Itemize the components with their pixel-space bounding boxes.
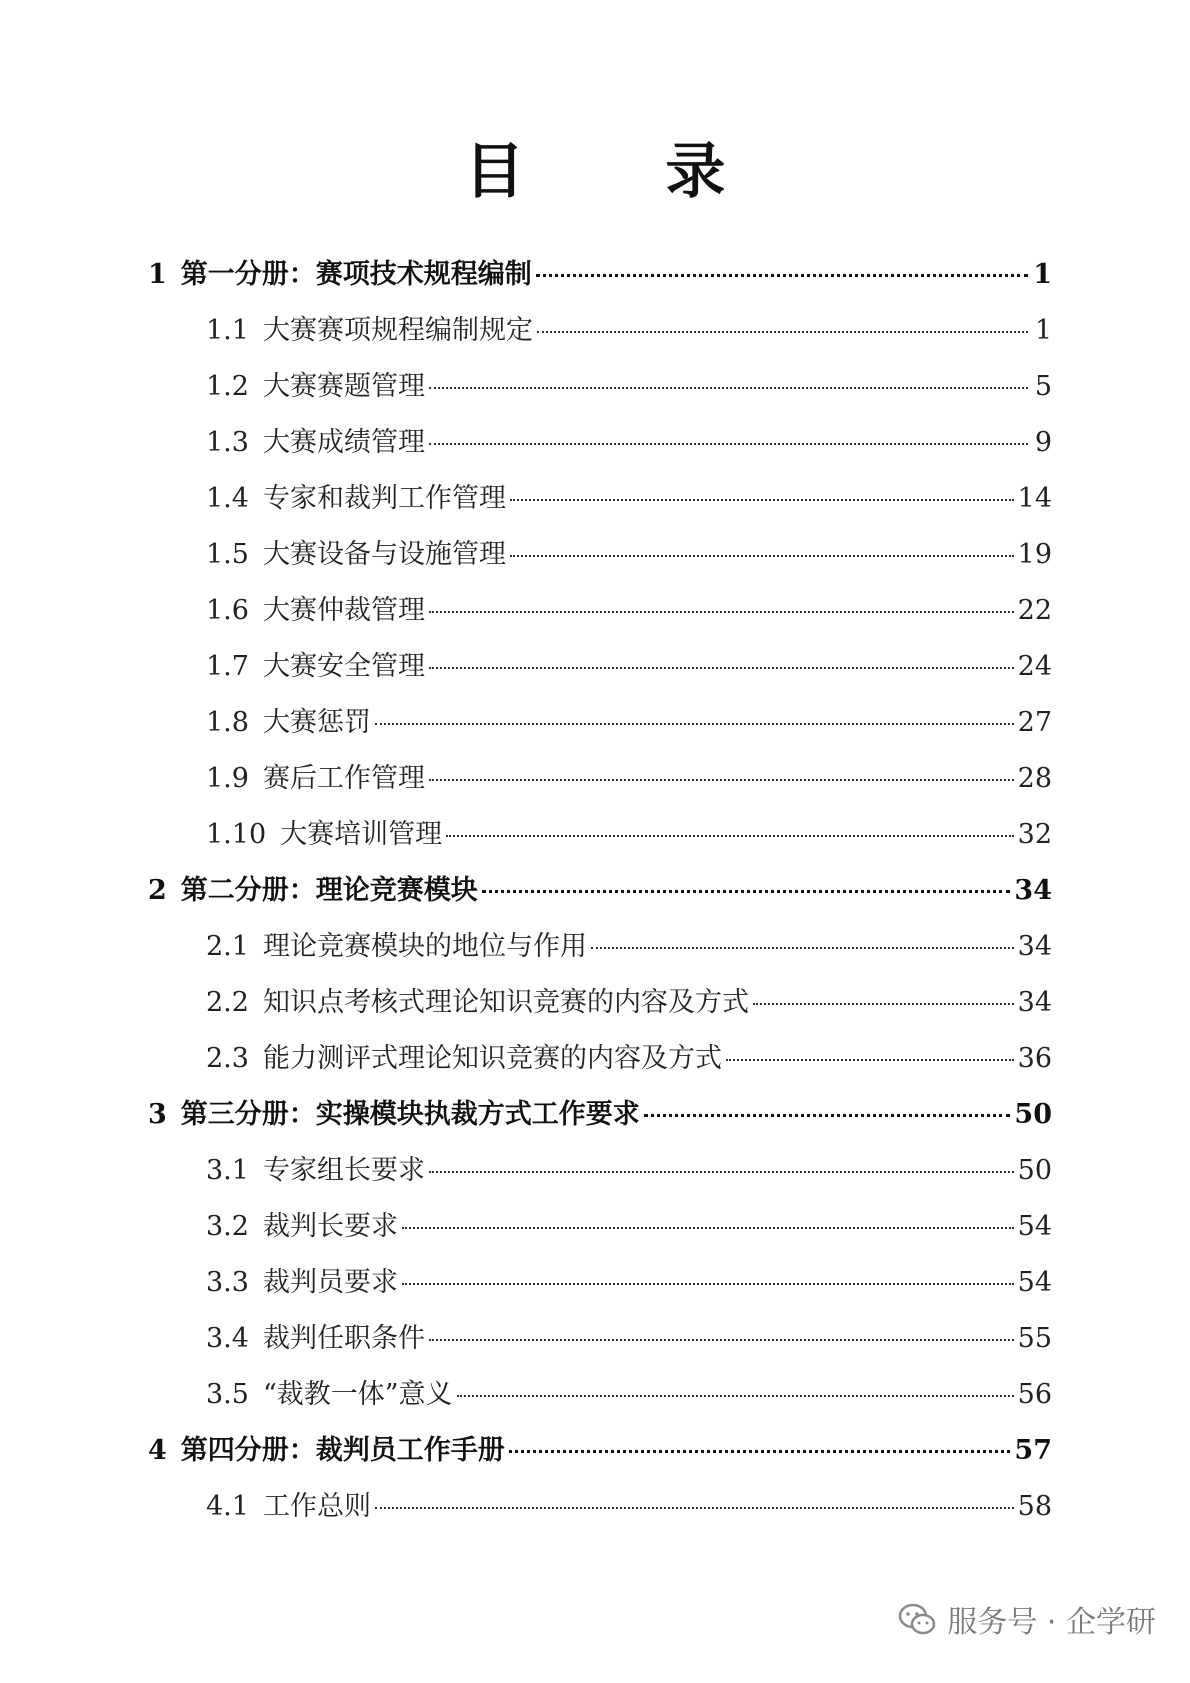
toc-number: 3.2 <box>206 1211 249 1242</box>
toc-section-row[interactable] <box>148 1143 1052 1199</box>
toc-dot-leader <box>753 1003 1014 1005</box>
page-title: 目 录 <box>464 137 786 207</box>
toc-title: “裁教一体”意义 <box>262 1379 453 1410</box>
toc-number: 3.4 <box>206 1323 249 1354</box>
toc-section-row[interactable] <box>148 975 1052 1031</box>
toc-section-row[interactable] <box>148 1199 1052 1255</box>
toc-dot-leader <box>375 1507 1014 1509</box>
toc-dot-leader <box>446 835 1014 837</box>
toc-number: 4.1 <box>206 1491 249 1522</box>
toc-chapter-row[interactable] <box>148 247 1052 303</box>
toc-dot-leader <box>429 443 1028 445</box>
toc-number: 1 <box>148 259 167 290</box>
toc-section-row[interactable] <box>148 1311 1052 1367</box>
toc-number: 2.1 <box>206 931 249 962</box>
toc-number: 4 <box>148 1435 167 1466</box>
toc-chapter-row[interactable] <box>148 863 1052 919</box>
toc-section-row[interactable] <box>148 359 1052 415</box>
toc-title: 大赛成绩管理 <box>262 427 425 458</box>
toc-section-row[interactable] <box>148 807 1052 863</box>
toc-title: 第三分册：实操模块执裁方式工作要求 <box>180 1099 640 1130</box>
toc-title: 裁判任职条件 <box>262 1323 425 1354</box>
watermark <box>897 1597 1156 1641</box>
toc-dot-leader <box>726 1059 1014 1061</box>
toc-section-row[interactable] <box>148 1031 1052 1087</box>
toc-page-number: 27 <box>1017 707 1052 738</box>
toc-number: 3.3 <box>206 1267 249 1298</box>
toc-page-number: 19 <box>1017 539 1052 570</box>
toc-number: 1.4 <box>206 483 249 514</box>
wechat-icon <box>897 1599 937 1639</box>
toc-dot-leader <box>510 499 1014 501</box>
toc-title: 第一分册：赛项技术规程编制 <box>180 259 532 290</box>
toc-section-row[interactable] <box>148 751 1052 807</box>
toc-number: 1.10 <box>206 819 267 850</box>
toc-dot-leader <box>429 1339 1014 1341</box>
toc-page-number: 9 <box>1034 427 1052 458</box>
toc-section-row[interactable] <box>148 583 1052 639</box>
toc-title: 大赛赛题管理 <box>262 371 425 402</box>
toc-section-row[interactable] <box>148 1479 1052 1535</box>
toc-page-number: 50 <box>1017 1155 1052 1186</box>
toc-title: 能力测评式理论知识竞赛的内容及方式 <box>262 1043 722 1074</box>
toc-dot-leader <box>429 667 1014 669</box>
toc-title: 知识点考核式理论知识竞赛的内容及方式 <box>262 987 749 1018</box>
toc-dot-leader <box>537 331 1028 333</box>
toc-page-number: 28 <box>1017 763 1052 794</box>
toc-number: 1.6 <box>206 595 249 626</box>
toc-dot-leader <box>375 723 1014 725</box>
toc-number: 1.3 <box>206 427 249 458</box>
toc-page-number: 55 <box>1017 1323 1052 1354</box>
toc-number: 3.5 <box>206 1379 249 1410</box>
toc-dot-leader <box>482 890 1011 893</box>
toc-number: 3 <box>148 1099 167 1130</box>
toc-section-row[interactable] <box>148 471 1052 527</box>
toc-title: 大赛仲裁管理 <box>262 595 425 626</box>
toc-dot-leader <box>591 947 1014 949</box>
toc-title: 专家和裁判工作管理 <box>262 483 506 514</box>
toc-page-number: 14 <box>1017 483 1052 514</box>
toc-page-number: 34 <box>1017 987 1052 1018</box>
toc-page-number: 34 <box>1014 875 1052 906</box>
toc-title: 理论竞赛模块的地位与作用 <box>262 931 587 962</box>
toc-dot-leader <box>402 1283 1014 1285</box>
toc-page-number: 34 <box>1017 931 1052 962</box>
toc-dot-leader <box>644 1114 1011 1117</box>
toc-section-row[interactable] <box>148 303 1052 359</box>
toc-page-number: 22 <box>1017 595 1052 626</box>
toc-dot-leader <box>536 274 1028 277</box>
toc-number: 1.7 <box>206 651 249 682</box>
toc-page-number: 1 <box>1034 315 1052 346</box>
toc-title: 大赛赛项规程编制规定 <box>262 315 533 346</box>
toc-dot-leader <box>429 611 1014 613</box>
toc-section-row[interactable] <box>148 695 1052 751</box>
toc-dot-leader <box>429 387 1028 389</box>
toc-number: 1.5 <box>206 539 249 570</box>
toc-page-number: 57 <box>1014 1435 1052 1466</box>
toc-dot-leader <box>429 779 1014 781</box>
toc-page-number: 54 <box>1017 1267 1052 1298</box>
toc-number: 1.8 <box>206 707 249 738</box>
toc-dot-leader <box>457 1395 1014 1397</box>
toc-section-row[interactable] <box>148 639 1052 695</box>
toc-title: 大赛培训管理 <box>280 819 443 850</box>
toc-dot-leader <box>510 555 1014 557</box>
toc-number: 2.3 <box>206 1043 249 1074</box>
toc-number: 1.9 <box>206 763 249 794</box>
toc-page-number: 24 <box>1017 651 1052 682</box>
toc-page-number: 56 <box>1017 1379 1052 1410</box>
toc-title: 大赛惩罚 <box>262 707 371 738</box>
toc-number: 1.1 <box>206 315 249 346</box>
toc-title: 大赛设备与设施管理 <box>262 539 506 570</box>
toc-page-number: 50 <box>1014 1099 1052 1130</box>
toc-number: 3.1 <box>206 1155 249 1186</box>
toc-title: 专家组长要求 <box>262 1155 425 1186</box>
toc-section-row[interactable] <box>148 1367 1052 1423</box>
toc-title: 裁判员要求 <box>262 1267 398 1298</box>
toc-number: 2.2 <box>206 987 249 1018</box>
toc-chapter-row[interactable] <box>148 1423 1052 1479</box>
table-of-contents <box>148 247 1052 1535</box>
toc-title: 第二分册：理论竞赛模块 <box>180 875 478 906</box>
toc-dot-leader <box>402 1227 1014 1229</box>
toc-page-number: 1 <box>1033 259 1052 290</box>
toc-dot-leader <box>429 1171 1014 1173</box>
toc-title: 工作总则 <box>262 1491 371 1522</box>
toc-chapter-row[interactable] <box>148 1087 1052 1143</box>
toc-dot-leader <box>509 1450 1011 1453</box>
toc-title: 裁判长要求 <box>262 1211 398 1242</box>
watermark-text: 服务号 · 企学研 <box>947 1605 1156 1640</box>
toc-page-number: 54 <box>1017 1211 1052 1242</box>
toc-number: 2 <box>148 875 167 906</box>
toc-section-row[interactable] <box>148 1255 1052 1311</box>
toc-number: 1.2 <box>206 371 249 402</box>
toc-title: 第四分册：裁判员工作手册 <box>180 1435 505 1466</box>
toc-title: 大赛安全管理 <box>262 651 425 682</box>
toc-section-row[interactable] <box>148 919 1052 975</box>
toc-section-row[interactable] <box>148 527 1052 583</box>
toc-page-number: 36 <box>1017 1043 1052 1074</box>
toc-page-number: 5 <box>1034 371 1052 402</box>
toc-section-row[interactable] <box>148 415 1052 471</box>
toc-page-number: 32 <box>1017 819 1052 850</box>
toc-page-number: 58 <box>1017 1491 1052 1522</box>
toc-title: 赛后工作管理 <box>262 763 425 794</box>
